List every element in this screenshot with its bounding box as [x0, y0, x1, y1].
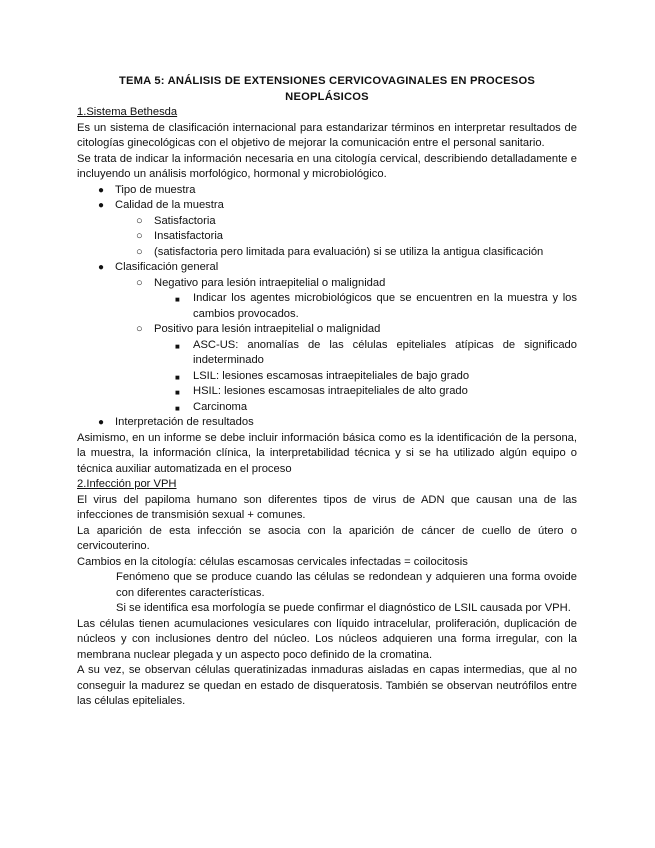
section-heading-vph: 2.Infección por VPH — [77, 478, 177, 490]
indented-paragraph: Fenómeno que se produce cuando las células se redondean y adquieren una forma ovoide con diferentes características. — [116, 571, 577, 599]
list-item: ○ Satisfactoria — [77, 214, 577, 230]
square-bullet-icon: ■ — [175, 403, 180, 413]
list-item: ● Tipo de muestra — [77, 183, 577, 199]
paragraph: Es un sistema de clasificación internacional para estandarizar términos en interpretar resultados de citologías ginecológicas con el objetivo de mejorar la comunicación entre el personal sanitario. — [77, 121, 577, 149]
document-page — [77, 74, 577, 710]
list-item: ■ LSIL: lesiones escamosas intraepiteliales de bajo grado — [77, 369, 577, 385]
list-item: ○ (satisfactoria pero limitada para evaluación) si se utiliza la antigua clasificación — [77, 245, 577, 261]
square-bullet-icon: ■ — [175, 388, 180, 397]
bullet-icon: ● — [98, 184, 105, 196]
paragraph: Las células tienen acumulaciones vesiculares con líquido intracelular, proliferación, duplicación de núcleos y con inclusiones dentro del núcleo. Los núcleos adquieren una forma irregular, con la membrana nuclear plegada y un aspecto poco definido de la cromatina. — [77, 617, 577, 661]
list-item: ● Clasificación general — [77, 260, 577, 276]
circle-bullet-icon: ○ — [136, 323, 143, 335]
list-item: ○ Insatisfactoria — [77, 229, 577, 245]
square-bullet-icon: ■ — [175, 341, 180, 351]
section-heading-bethesda: 1.Sistema Bethesda — [77, 106, 178, 118]
circle-bullet-icon: ○ — [136, 214, 143, 227]
list-item: ■ HSIL: lesiones escamosas intraepiteliales de alto grado — [77, 384, 577, 400]
bullet-icon: ● — [98, 200, 105, 211]
bethesda-list — [77, 183, 577, 431]
bullet-icon: ● — [98, 417, 105, 428]
paragraph: Cambios en la citología: células escamosas cervicales infectadas = coilocitosis — [77, 555, 468, 568]
paragraph: A su vez, se observan células queratinizadas inmaduras aisladas en capas intermedias, que al no conseguir la madurez se quedan en estado de disqueratosis. También se observan neutrófilos entre las células epiteliales. — [77, 664, 577, 707]
list-item: ● Interpretación de resultados — [77, 415, 577, 431]
circle-bullet-icon: ○ — [136, 276, 143, 289]
list-item: ■ Indicar los agentes microbiológicos que se encuentren en la muestra y los cambios provocados. — [175, 292, 577, 320]
square-bullet-icon: ■ — [175, 372, 180, 382]
paragraph: El virus del papiloma humano son diferentes tipos de virus de ADN que causan una de las infecciones de transmisión sexual + comunes. — [77, 493, 577, 521]
square-bullet-icon: ■ — [175, 295, 180, 304]
paragraph: Se trata de indicar la información necesaria en una citología cervical, describiendo detalladamente e incluyendo un análisis morfológico, hormonal y microbiológico. — [77, 152, 577, 180]
list-item: ○ Positivo para lesión intraepitelial o malignidad — [77, 322, 577, 338]
bullet-icon: ● — [98, 262, 105, 273]
list-item: ■ ASC-US: anomalías de las células epiteliales atípicas de significado indeterminado — [175, 338, 577, 366]
indented-paragraph: Si se identifica esa morfología se puede confirmar el diagnóstico de LSIL causada por VPH. — [116, 602, 571, 614]
circle-bullet-icon: ○ — [136, 245, 143, 258]
list-item: ■ Carcinoma — [77, 400, 577, 416]
list-item: ○ Negativo para lesión intraepitelial o malignidad — [77, 276, 577, 292]
paragraph: La aparición de esta infección se asocia con la aparición de cáncer de cuello de útero o cervicouterino. — [77, 524, 577, 552]
paragraph: Asimismo, en un informe se debe incluir información básica como es la identificación de la persona, la muestra, la información clínica, la interpretabilidad técnica y si se ha utilizado algún equipo o técnica auxiliar automatizada en el proceso — [77, 431, 577, 475]
list-item: ● Calidad de la muestra — [77, 198, 577, 214]
circle-bullet-icon: ○ — [136, 230, 143, 242]
document-title: TEMA 5: ANÁLISIS DE EXTENSIONES CERVICOVAGINALES EN PROCESOS NEOPLÁSICOS — [118, 75, 536, 103]
